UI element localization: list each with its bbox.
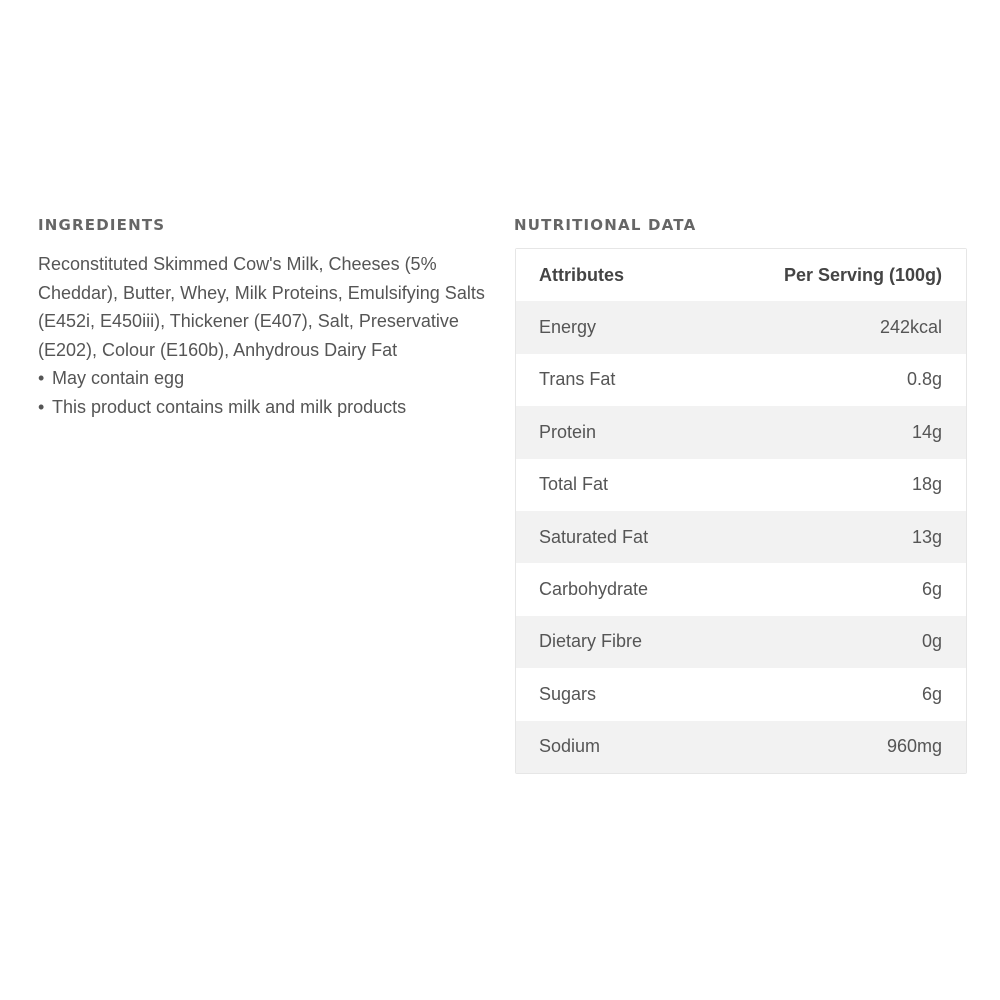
- table-row: [516, 668, 966, 720]
- row-attribute: Carbohydrate: [539, 579, 649, 600]
- table-header-row: [516, 249, 966, 301]
- ingredients-notes: [38, 364, 488, 421]
- row-attribute: Trans Fat: [539, 369, 616, 390]
- ingredients-section: [38, 214, 488, 421]
- row-value: 242kcal: [879, 317, 942, 338]
- ingredients-note: [38, 364, 488, 393]
- ingredients-body: [38, 250, 488, 421]
- table-row: [516, 511, 966, 563]
- row-value: 14g: [911, 421, 942, 442]
- row-attribute: Energy: [539, 317, 597, 338]
- bullet-icon: •: [38, 368, 45, 388]
- row-value: 960mg: [886, 736, 942, 757]
- row-attribute: Sodium: [539, 736, 601, 757]
- ingredients-note: [38, 393, 488, 422]
- nutrition-section: [514, 214, 968, 774]
- table-row: [516, 616, 966, 668]
- ingredients-text: Reconstituted Skimmed Cow's Milk, Cheeses (5% Cheddar), Butter, Whey, Milk Proteins, Emulsifying Salts (E452i, E450iii), Thickener (E407), Salt, Preservative (E202), Colour (E160b), Anhydrous Dairy Fat: [38, 254, 485, 360]
- table-row: [516, 563, 966, 615]
- table-row: [516, 301, 966, 353]
- bullet-icon: •: [38, 396, 45, 417]
- ingredients-heading: INGREDIENTS: [38, 216, 166, 234]
- row-value: 18g: [911, 474, 942, 495]
- row-value: 6g: [921, 683, 942, 704]
- row-value: 6g: [921, 579, 942, 600]
- row-attribute: Protein: [539, 421, 597, 442]
- row-attribute: Saturated Fat: [539, 526, 649, 547]
- table-row: [516, 406, 966, 458]
- row-value: 0g: [921, 631, 942, 652]
- nutrition-heading: NUTRITIONAL DATA: [514, 216, 697, 234]
- table-row: [516, 721, 966, 773]
- row-value: 13g: [911, 526, 942, 547]
- table-row: [516, 354, 966, 406]
- row-attribute: Dietary Fibre: [539, 631, 643, 652]
- row-attribute: Sugars: [539, 683, 597, 704]
- row-value: 0.8g: [906, 369, 942, 390]
- row-attribute: Total Fat: [539, 474, 609, 495]
- ingredients-note-text: This product contains milk and milk products: [52, 396, 407, 417]
- table-row: [516, 459, 966, 511]
- nutrition-table: [515, 248, 967, 774]
- column-header-per-serving: Per Serving (100g): [783, 264, 942, 285]
- column-header-attributes: Attributes: [539, 264, 624, 285]
- ingredients-note-text: May contain egg: [52, 368, 185, 388]
